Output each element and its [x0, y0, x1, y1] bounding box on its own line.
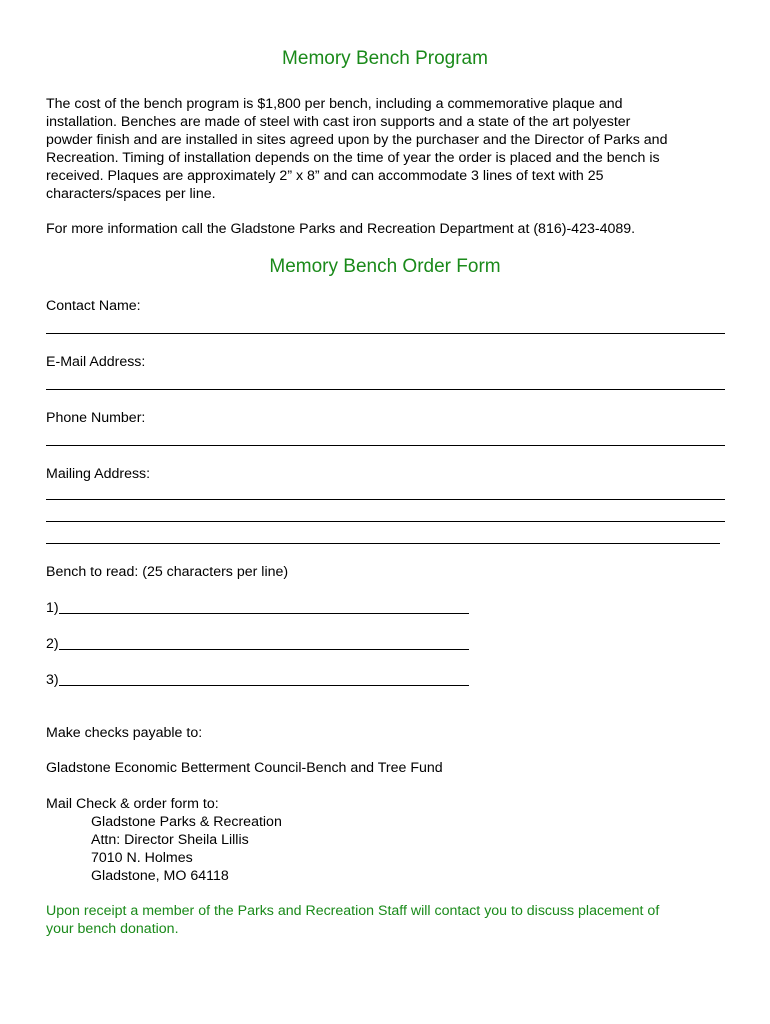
line-number: 1): [46, 600, 59, 616]
program-title: Memory Bench Program: [282, 48, 488, 69]
description-line: Recreation. Timing of installation depends on the time of year the order is placed and the bench is: [46, 150, 660, 166]
mail-to-label: Mail Check & order form to:: [46, 796, 219, 812]
bench-line-3[interactable]: [46, 671, 469, 689]
description-line: The cost of the bench program is $1,800 per bench, including a commemorative plaque and: [46, 96, 623, 112]
description-line: installation. Benches are made of steel with cast iron supports and a state of the art polyester: [46, 114, 631, 130]
address-line: 7010 N. Holmes: [91, 850, 193, 866]
program-description: [46, 95, 726, 203]
payee-name: Gladstone Economic Betterment Council-Bench and Tree Fund: [46, 760, 443, 776]
contact-name-label: Contact Name:: [46, 298, 141, 314]
phone-label: Phone Number:: [46, 410, 146, 426]
bench-line-2[interactable]: [46, 635, 469, 653]
footer-note-line: Upon receipt a member of the Parks and Recreation Staff will contact you to discuss placement of: [46, 903, 660, 919]
contact-name-field[interactable]: [46, 333, 725, 334]
address-line: Gladstone Parks & Recreation: [91, 814, 282, 830]
description-line: received. Plaques are approximately 2” x 8” and can accommodate 3 lines of text with 25: [46, 168, 604, 184]
bench-text-label: Bench to read: (25 characters per line): [46, 564, 289, 580]
mailing-address-label: Mailing Address:: [46, 466, 151, 482]
mailing-address-field-1[interactable]: [46, 499, 725, 500]
phone-field[interactable]: [46, 445, 725, 446]
email-label: E-Mail Address:: [46, 354, 146, 370]
footer-note: [46, 902, 726, 938]
address-line: Attn: Director Sheila Lillis: [91, 832, 249, 848]
footer-note-line: your bench donation.: [46, 921, 179, 937]
bench-line-2-field[interactable]: [59, 649, 469, 650]
address-line: Gladstone, MO 64118: [91, 868, 229, 884]
mailing-address-field-2[interactable]: [46, 521, 725, 522]
contact-info-text: For more information call the Gladstone Parks and Recreation Department at (816)-423-4089.: [46, 221, 636, 237]
bench-line-1-field[interactable]: [59, 613, 469, 614]
line-number: 3): [46, 672, 59, 688]
bench-line-3-field[interactable]: [59, 685, 469, 686]
line-number: 2): [46, 636, 59, 652]
mailing-address-block: [91, 813, 282, 885]
payable-label: Make checks payable to:: [46, 725, 203, 741]
description-line: powder finish and are installed in sites agreed upon by the purchaser and the Director of Parks and: [46, 132, 668, 148]
email-field[interactable]: [46, 389, 725, 390]
description-line: characters/spaces per line.: [46, 186, 216, 202]
order-form-title: Memory Bench Order Form: [269, 256, 501, 277]
bench-line-1[interactable]: [46, 599, 469, 617]
mailing-address-field-3[interactable]: [46, 543, 720, 544]
